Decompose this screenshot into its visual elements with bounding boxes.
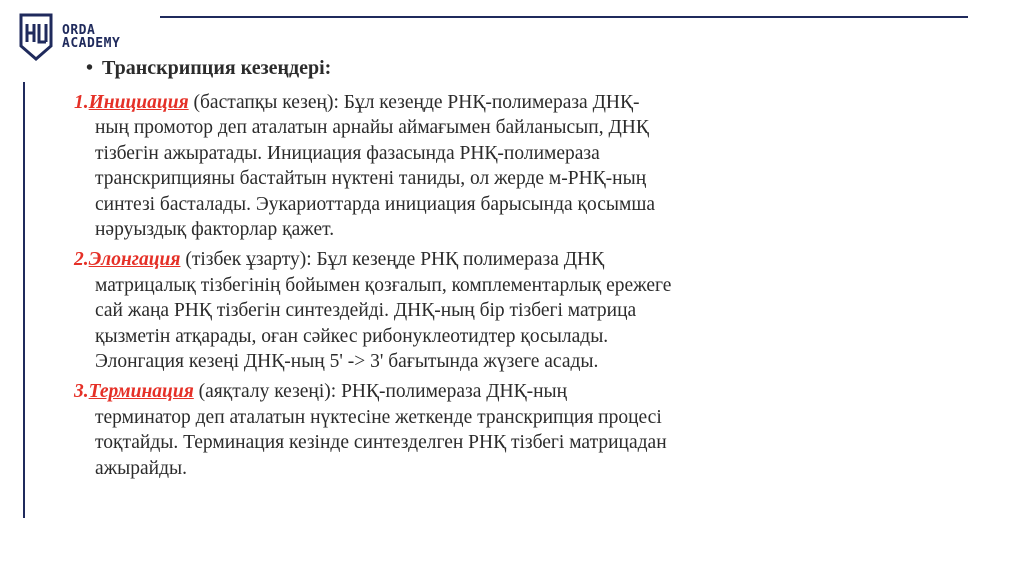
stage-term: Терминация	[88, 381, 194, 403]
shield-logo-icon	[18, 12, 54, 62]
stage-text-line: синтезі басталады. Эукариоттарда инициация барысында қосымша	[95, 193, 656, 215]
logo-line-1: ORDA	[62, 23, 96, 38]
stage-number: 2.	[74, 249, 89, 271]
orda-academy-logo	[18, 12, 120, 62]
stage-term: Инициация	[88, 92, 189, 113]
stage-text-line: (бастапқы кезең): Бұл кезеңде РНҚ-полимераза ДНҚ-	[188, 92, 640, 113]
stage-text-line: тоқтайды. Терминация кезінде синтезделген РНҚ тізбегі матрицадан	[95, 432, 667, 454]
stage-number: 1.	[74, 92, 89, 113]
stage-term: Элонгация	[88, 249, 181, 271]
slide-heading	[86, 56, 854, 81]
top-divider	[160, 16, 968, 18]
stage-text-line: нәруыздық факторлар қажет.	[95, 219, 335, 241]
stage-text-line: терминатор деп аталатын нүктесіне жеткенде транскрипция процесі	[95, 406, 662, 428]
slide-body	[74, 56, 854, 486]
stage-item	[74, 379, 854, 481]
stage-text-line: ажырайды.	[95, 457, 187, 479]
stage-text-line: қызметін атқарады, оған сәйкес рибонуклеотидтер қосылады.	[95, 325, 609, 347]
stage-text-line: ның промотор деп аталатын арнайы аймағымен байланысып, ДНҚ	[95, 117, 649, 139]
heading-text: Транскрипция кезеңдері:	[102, 57, 332, 79]
logo-wordmark	[62, 24, 120, 50]
stage-text-line: (тізбек ұзарту): Бұл кезеңде РНҚ полимераза ДНҚ	[180, 249, 605, 271]
stage-list	[74, 90, 854, 481]
stage-item	[74, 90, 854, 242]
stage-text-line: (аяқталу кезеңі): РНҚ-полимераза ДНҚ-ның	[193, 381, 568, 403]
left-divider	[23, 82, 25, 518]
stage-text-line: тізбегін ажыратады. Инициация фазасында РНҚ-полимераза	[95, 142, 600, 164]
stage-text-line: Элонгация кезеңі ДНҚ-ның 5' -> 3' бағытында жүзеге асады.	[95, 351, 599, 373]
logo-line-2: ACADEMY	[62, 36, 121, 51]
stage-number: 3.	[74, 381, 89, 403]
stage-text-line: транскрипцияны бастайтын нүктені таниды, ол жерде м-РНҚ-ның	[95, 168, 647, 190]
bullet-glyph: •	[86, 57, 94, 79]
stage-item	[74, 247, 854, 374]
stage-text-line: сай жаңа РНҚ тізбегін синтездейді. ДНҚ-ның бір тізбегі матрица	[95, 300, 637, 322]
stage-text-line: матрицалық тізбегінің бойымен қозғалып, комплементарлық ережеге	[95, 274, 672, 296]
